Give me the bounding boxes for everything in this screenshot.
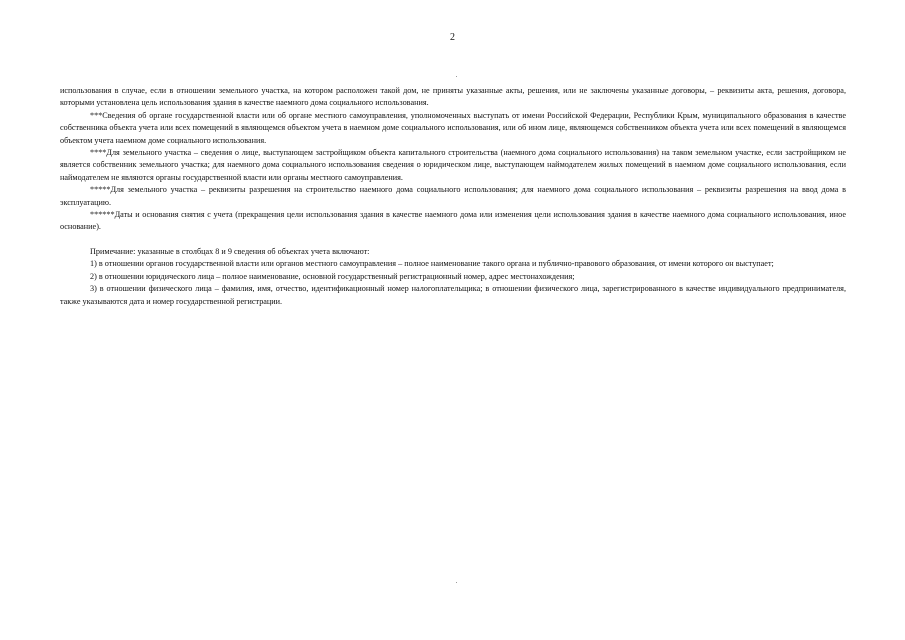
footnote-4-asterisks: ****Для земельного участка – сведения о лице, выступающем застройщиком объекта капитального строительства (наемного дома социального использования) на таком земельном участке, если застройщиком не является собственник земельного участка; для наемного дома социального использования сведения о юридическом лице, выступающем наймодателем жилых помещений в наемном доме социального использования, если наймодателем не являются органы государственной власти или органы местного самоуправления.: [60, 148, 846, 182]
note-item-3: 3) в отношении физического лица – фамилия, имя, отчество, идентификационный номер налогоплательщика; в отношении физического лица, зарегистрированного в качестве индивидуального предпринимателя, также указываются дата и номер государственной регистрации.: [60, 284, 846, 306]
scan-speck: [456, 76, 457, 77]
paragraph-continuation: использования в случае, если в отношении земельного участка, на котором расположен такой дом, не приняты указанные акты, решения, или не заключены указанные договоры, – реквизиты акта, решения, договора, которыми установлена цель использования здания в качестве наемного дома социального использования.: [60, 86, 846, 108]
note-item-1: 1) в отношении органов государственной власти или органов местного самоуправления – полное наименование такого органа и публично-правового образования, от имени которого он выступает;: [90, 259, 774, 269]
document-body: [60, 85, 846, 308]
section-gap: [60, 234, 846, 246]
page-number: 2: [450, 32, 455, 43]
footnote-5-asterisks: *****Для земельного участка – реквизиты разрешения на строительство наемного дома социального использования; для наемного дома социального использования – реквизиты разрешения на ввод дома в эксплуатацию.: [60, 185, 846, 207]
scan-speck: [456, 582, 457, 583]
footnote-6-asterisks: ******Даты и основания снятия с учета (прекращения цели использования здания в качестве наемного дома или изменения цели использования здания в качестве наемного дома социального использования, иное основание).: [60, 210, 846, 232]
note-intro: Примечание: указанные в столбцах 8 и 9 сведения об объектах учета включают:: [90, 246, 370, 256]
note-item-2: 2) в отношении юридического лица – полное наименование, основной государственный регистрационный номер, адрес местонахождения;: [90, 271, 575, 281]
footnote-3-asterisks: ***Сведения об органе государственной власти или об органе местного самоуправления, уполномоченных выступать от имени Российской Федерации, Республики Крым, муниципального образования в качестве собственника объекта учета или всех помещений в являющемся объектом учета в наемном доме социального использования, или об ином лице, являющемся собственником объекта учета или всех помещений в являющемся объектом учета наемном доме социального использования.: [60, 110, 846, 145]
